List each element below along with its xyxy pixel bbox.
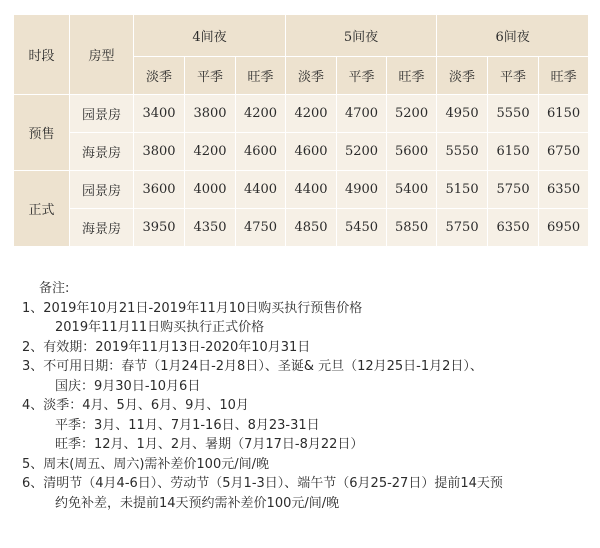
price-cell: 4200 — [236, 95, 286, 133]
note-line: 6、清明节（4月4-6日）、劳动节（5月1-3日）、端午节（6月25-27日）提前14天预 — [22, 476, 503, 491]
price-cell: 6950 — [539, 209, 589, 247]
header-room-type: 房型 — [70, 15, 134, 95]
price-cell: 6150 — [488, 133, 539, 171]
price-cell: 5600 — [387, 133, 437, 171]
note-line: 约免补差，未提前14天预约需补差价100元/间/晚 — [55, 495, 340, 511]
price-cell: 5750 — [488, 171, 539, 209]
price-cell: 4600 — [286, 133, 337, 171]
season-header: 淡季 — [437, 57, 488, 95]
note-line: 2、有效期：2019年11月13日-2020年10月31日 — [22, 339, 311, 355]
price-cell: 4200 — [286, 95, 337, 133]
notes-title: 备注: — [39, 281, 70, 296]
room-type-cell: 园景房 — [70, 95, 134, 133]
room-type-cell: 园景房 — [70, 171, 134, 209]
header-5-nights: 5间夜 — [286, 15, 437, 57]
season-header: 淡季 — [134, 57, 185, 95]
price-cell: 6350 — [488, 209, 539, 247]
price-cell: 5850 — [387, 209, 437, 247]
note-line: 1、2019年10月21日-2019年11月10日购买执行预售价格 — [22, 300, 363, 316]
price-cell: 6150 — [539, 95, 589, 133]
price-cell: 3600 — [134, 171, 185, 209]
price-cell: 3400 — [134, 95, 185, 133]
phase-presale: 预售 — [14, 95, 70, 171]
price-cell: 6750 — [539, 133, 589, 171]
price-cell: 5550 — [488, 95, 539, 133]
note-line: 平季：3月、11月、7月1-16日、8月23-31日 — [55, 417, 320, 433]
price-cell: 5400 — [387, 171, 437, 209]
note-line: 3、不可用日期：春节（1月24日-2月8日）、圣诞& 元旦（12月25日-1月2日）、 — [22, 359, 483, 374]
note-line: 旺季：12月、1月、2月、暑期（7月17日-8月22日） — [55, 437, 364, 452]
price-cell: 5200 — [337, 133, 387, 171]
price-table — [13, 14, 589, 247]
price-cell: 4400 — [236, 171, 286, 209]
price-cell: 4950 — [437, 95, 488, 133]
price-cell: 5750 — [437, 209, 488, 247]
price-cell: 4750 — [236, 209, 286, 247]
header-6-nights: 6间夜 — [437, 15, 589, 57]
price-cell: 4400 — [286, 171, 337, 209]
notes-section — [22, 279, 587, 513]
price-cell: 4850 — [286, 209, 337, 247]
price-cell: 4200 — [185, 133, 236, 171]
table-row — [14, 171, 589, 209]
price-cell: 4900 — [337, 171, 387, 209]
season-header: 平季 — [337, 57, 387, 95]
price-cell: 4700 — [337, 95, 387, 133]
note-line: 4、淡季：4月、5月、6月、9月、10月 — [22, 398, 249, 413]
room-type-cell: 海景房 — [70, 133, 134, 171]
season-header: 淡季 — [286, 57, 337, 95]
price-cell: 5550 — [437, 133, 488, 171]
price-cell: 3950 — [134, 209, 185, 247]
header-4-nights: 4间夜 — [134, 15, 286, 57]
price-cell: 5450 — [337, 209, 387, 247]
header-period: 时段 — [14, 15, 70, 95]
season-header: 平季 — [185, 57, 236, 95]
price-cell: 3800 — [134, 133, 185, 171]
price-cell: 6350 — [539, 171, 589, 209]
price-cell: 4600 — [236, 133, 286, 171]
table-row — [14, 209, 589, 247]
season-header: 旺季 — [539, 57, 589, 95]
phase-official: 正式 — [14, 171, 70, 247]
table-row — [14, 133, 589, 171]
price-cell: 5200 — [387, 95, 437, 133]
season-header: 平季 — [488, 57, 539, 95]
season-header: 旺季 — [387, 57, 437, 95]
note-line: 2019年11月11日购买执行正式价格 — [55, 320, 265, 335]
price-cell: 4000 — [185, 171, 236, 209]
price-cell: 4350 — [185, 209, 236, 247]
table-row — [14, 95, 589, 133]
note-line: 5、周末(周五、周六)需补差价100元/间/晚 — [22, 456, 269, 472]
price-cell: 5150 — [437, 171, 488, 209]
note-line: 国庆：9月30日-10月6日 — [55, 378, 201, 394]
season-header: 旺季 — [236, 57, 286, 95]
room-type-cell: 海景房 — [70, 209, 134, 247]
price-cell: 3800 — [185, 95, 236, 133]
